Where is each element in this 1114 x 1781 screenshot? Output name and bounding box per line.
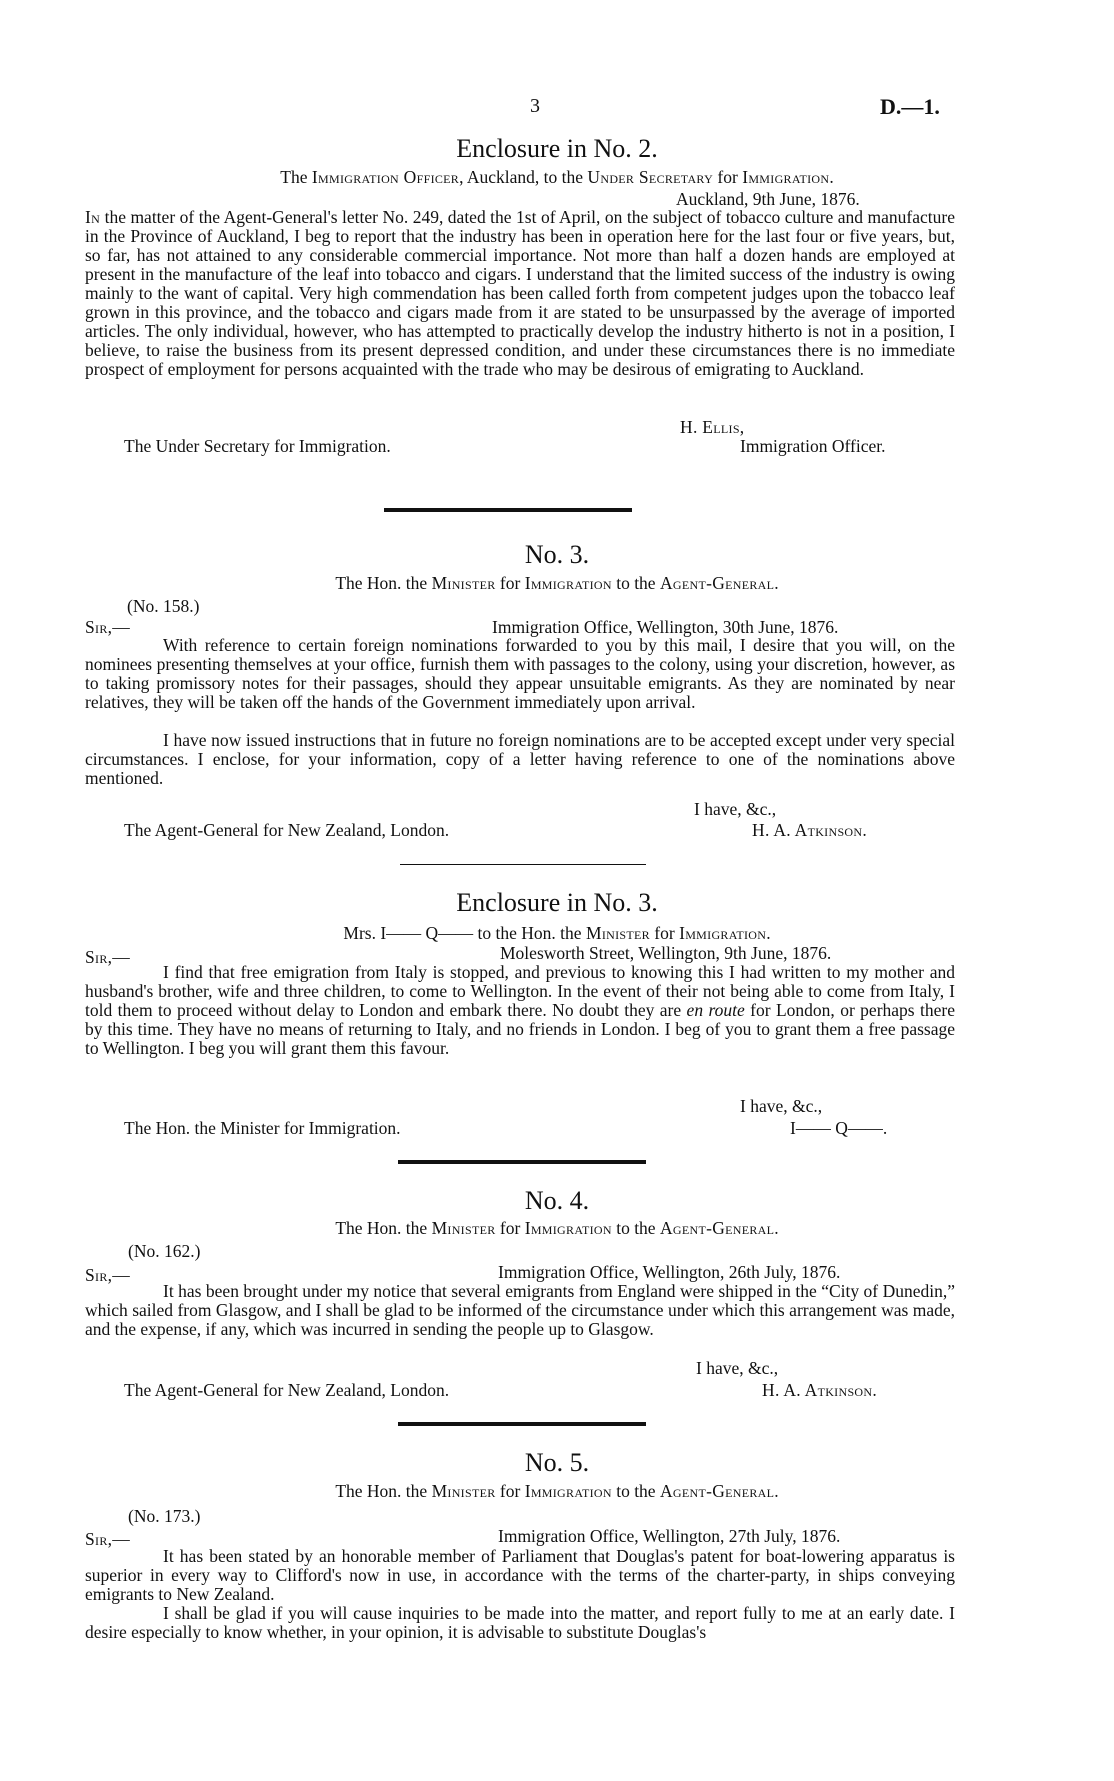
page-number: 3	[530, 95, 540, 117]
no-4-reference: (No. 162.)	[128, 1241, 201, 1261]
enclosure-2-body: In the matter of the Agent-General's letter No. 249, dated the 1st of April, on the subject of tobacco culture and manufacture in the Province of Auckland, I beg to report that the industry has been in operation here for the last four or five years, but, so far, has not attained to any considerable commercial importance. Not more than half a dozen hands are employed at present in the manufacture of the leaf into tobacco and cigars. I understand that the limited success of the industry is owing mainly to the want of capital. Very high commendation has been called forth from competent judges upon the tobacco leaf grown in this province, and the tobacco and cigars made from it are stated to be unsurpassed by the average of imported articles. The only individual, however, who has attempted to practically develop the industry hitherto is not in a position, I believe, to raise the business from its present depressed condition, and under these circumstances there is no immediate prospect of employment for persons acquainted with the trade who may be desirous of emigrating to Auckland.	[85, 207, 955, 379]
enclosure-2-route: The Immigration Officer, Auckland, to the Under Secretary for Immigration.	[280, 167, 834, 187]
section-divider	[398, 1160, 646, 1164]
no-3-signature: H. A. Atkinson.	[752, 820, 868, 840]
no-3-route: The Hon. the Minister for Immigration to the Agent-General.	[335, 573, 779, 593]
no-5-dateline: Immigration Office, Wellington, 27th July, 1876.	[498, 1526, 841, 1546]
no-5-heading: No. 5.	[524, 1448, 590, 1477]
no-4-signature: H. A. Atkinson.	[762, 1380, 878, 1400]
enclosure-2-signature: H. Ellis,	[680, 417, 745, 437]
enclosure-2-dateline: Auckland, 9th June, 1876.	[676, 189, 860, 209]
section-divider	[398, 1422, 646, 1426]
no-4-paragraph-1: It has been brought under my notice that several emigrants from England were shipped in the “City of Dunedin,” which sailed from Glasgow, and I shall be glad to be informed of the circumstance under which this arrangement was made, and the expense, if any, which was incurred in sending the people up to Glasgow.	[85, 1281, 955, 1339]
enclosure-3-salutation: Sir,—	[85, 947, 131, 967]
no-3-addressee: The Agent-General for New Zealand, London.	[124, 820, 450, 840]
no-3-paragraph-1: With reference to certain foreign nominations forwarded to you by this mail, I desire that you will, on the nominees presenting themselves at your office, furnish them with passages to the colony, using your discretion, however, as to taking promissory notes for their passages, should they appear unsuitable emigrants. As they are nominated by near relatives, they will be taken off the hands of the Government immediately upon arrival.	[85, 635, 955, 712]
section-divider	[400, 864, 646, 865]
no-5-route: The Hon. the Minister for Immigration to the Agent-General.	[335, 1481, 779, 1501]
enclosure-3-dateline: Molesworth Street, Wellington, 9th June, 1876.	[500, 943, 832, 963]
no-5-salutation: Sir,—	[85, 1529, 131, 1549]
enclosure-3-body: I find that free emigration from Italy is stopped, and previous to knowing this I had written to my mother and husband's brother, wife and three children, to come to Wellington. In the event of their not being able to come from Italy, I told them to proceed without delay to London and embark there. No doubt they are en route for London, or perhaps there by this time. They have no means of returning to Italy, and no friends in London. I beg of you to grant them a free passage to Wellington. I beg you will grant them this favour.	[85, 962, 955, 1058]
no-5-reference: (No. 173.)	[128, 1506, 201, 1526]
no-3-dateline: Immigration Office, Wellington, 30th June, 1876.	[492, 617, 839, 637]
no-4-addressee: The Agent-General for New Zealand, London.	[124, 1380, 450, 1400]
enclosure-2-heading: Enclosure in No. 2.	[456, 134, 658, 163]
no-3-closing: I have, &c.,	[694, 799, 777, 819]
enclosure-3-signature: I—— Q——.	[790, 1118, 888, 1138]
enclosure-2-signatory-title: Immigration Officer.	[740, 436, 886, 456]
no-3-paragraph-2: I have now issued instructions that in future no foreign nominations are to be accepted except under very special circumstances. I enclose, for your information, copy of a letter having reference to one of the nominations above mentioned.	[85, 730, 955, 788]
no-4-salutation: Sir,—	[85, 1265, 131, 1285]
no-4-closing: I have, &c.,	[696, 1358, 779, 1378]
no-5-paragraph-2: I shall be glad if you will cause inquiries to be made into the matter, and report fully to me at an early date. I desire especially to know whether, in your opinion, it is advisable to substitute Douglas's	[85, 1603, 955, 1642]
no-5-paragraph-1: It has been stated by an honorable member of Parliament that Douglas's patent for boat-lowering apparatus is superior in every way to Clifford's now in use, in accordance with the terms of the charter-party, in ships conveying emigrants to New Zealand.	[85, 1546, 955, 1604]
section-divider	[384, 508, 632, 512]
no-3-salutation: Sir,—	[85, 617, 131, 637]
enclosure-3-addressee: The Hon. the Minister for Immigration.	[124, 1118, 401, 1138]
enclosure-3-heading: Enclosure in No. 3.	[456, 888, 658, 917]
no-3-heading: No. 3.	[524, 540, 590, 569]
enclosure-3-route: Mrs. I—— Q—— to the Hon. the Minister for Immigration.	[343, 923, 771, 943]
no-3-reference: (No. 158.)	[127, 596, 200, 616]
enclosure-3-closing: I have, &c.,	[740, 1096, 823, 1116]
no-4-heading: No. 4.	[524, 1186, 590, 1215]
enclosure-2-addressee: The Under Secretary for Immigration.	[124, 436, 391, 456]
no-4-dateline: Immigration Office, Wellington, 26th July, 1876.	[498, 1262, 841, 1282]
document-id: D.—1.	[880, 94, 940, 119]
no-4-route: The Hon. the Minister for Immigration to the Agent-General.	[335, 1218, 779, 1238]
